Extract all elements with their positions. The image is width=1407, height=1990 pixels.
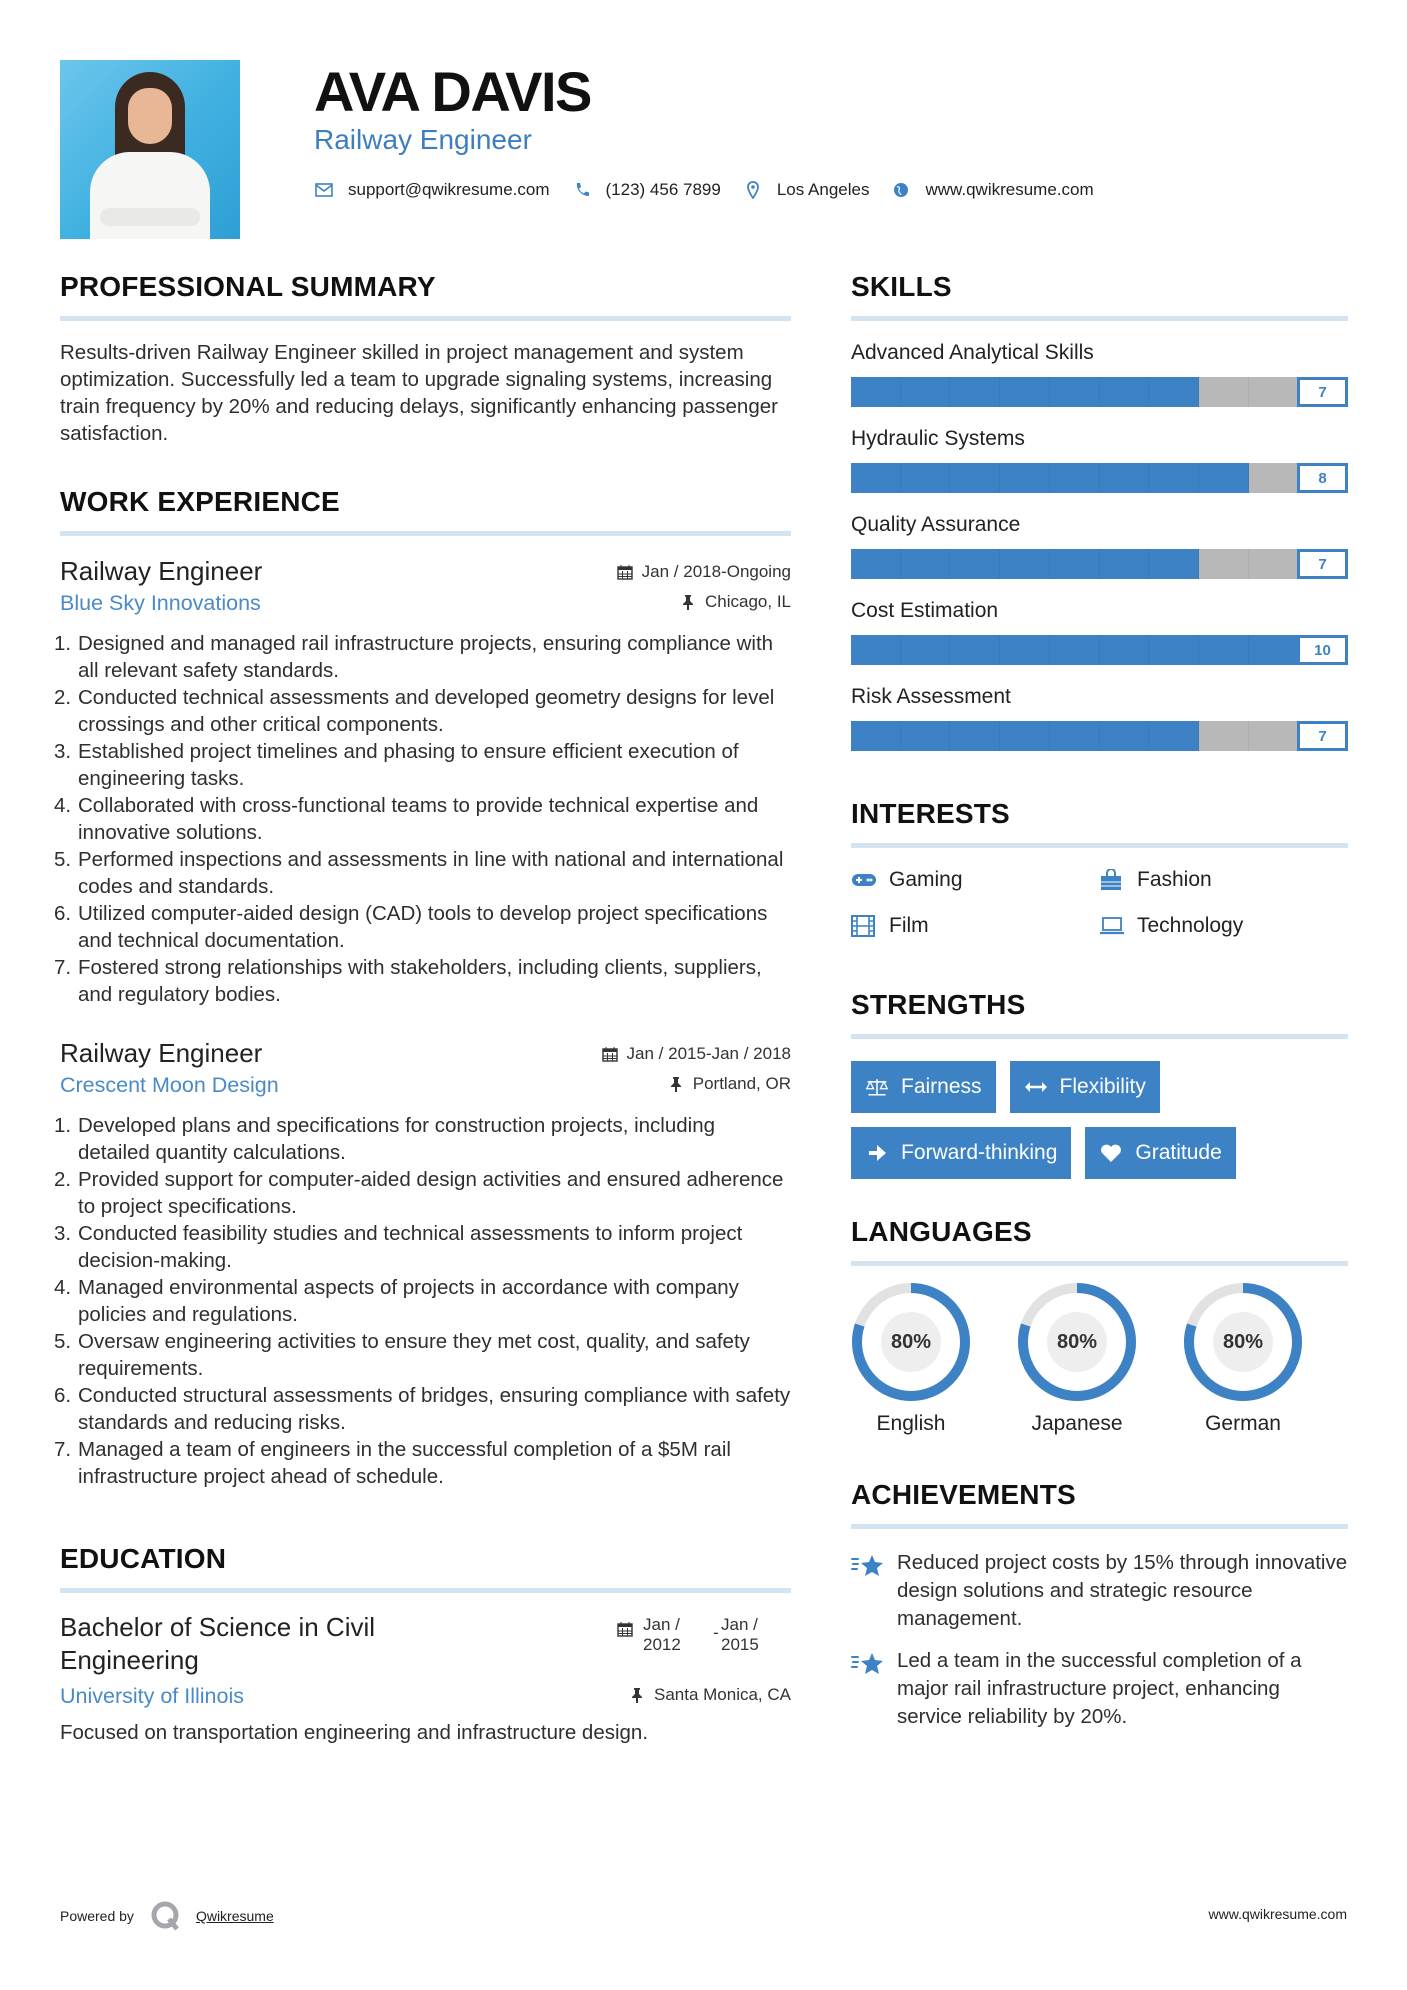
job-company: Blue Sky Innovations [60, 591, 261, 615]
interest-gaming: Gaming [851, 866, 1099, 894]
achievements-section [851, 1478, 1348, 1731]
shooting-star-icon [851, 1551, 885, 1581]
calendar-icon [617, 1621, 635, 1639]
skill-item [851, 683, 1348, 751]
job-dates: Jan / 2015-Jan / 2018 [601, 1044, 791, 1064]
language-percent: 80% [1047, 1312, 1107, 1372]
language-item [1183, 1282, 1303, 1436]
skill-label: Quality Assurance [851, 513, 1021, 536]
skill-score: 7 [1297, 721, 1348, 751]
education-location: Santa Monica, CA [628, 1685, 791, 1705]
interests-section [851, 797, 1348, 940]
section-heading: PROFESSIONAL SUMMARY [60, 271, 436, 302]
skill-item [851, 339, 1348, 407]
section-divider [851, 316, 1348, 321]
language-name: English [876, 1412, 946, 1435]
section-divider [851, 1261, 1348, 1266]
skill-score: 8 [1297, 463, 1348, 493]
job-bullet: Designed and managed rail infrastructure projects, ensuring compliance with all relevant safety standards. [78, 632, 774, 682]
section-divider [60, 531, 791, 536]
section-heading: ACHIEVEMENTS [851, 1479, 1076, 1510]
profile-photo [60, 60, 240, 239]
job-bullet: Managed environmental aspects of projects in accordance with company policies and regulations. [78, 1276, 739, 1326]
skill-score: 7 [1297, 377, 1348, 407]
skill-item [851, 597, 1348, 665]
job-bullet: Performed inspections and assessments in line with national and international codes and standards. [78, 848, 784, 898]
strength-fairness: Fairness [851, 1061, 996, 1113]
language-item [1017, 1282, 1137, 1436]
job-bullet: Provided support for computer-aided design activities and ensured adherence to project specifications. [78, 1168, 784, 1218]
section-divider [60, 316, 791, 321]
interest-film: Film [851, 912, 1099, 940]
job-bullet: Utilized computer-aided design (CAD) tools to develop project specifications and technical documentation. [78, 902, 768, 952]
section-heading: STRENGTHS [851, 989, 1026, 1020]
job-title: Railway Engineer [60, 556, 263, 586]
powered-by-label: Powered by [60, 1908, 134, 1924]
skill-rating-bar [851, 549, 1348, 579]
section-divider [851, 1034, 1348, 1039]
footer-powered-by [60, 1900, 274, 1932]
work-experience-section [60, 485, 791, 1490]
job-bullet: Conducted feasibility studies and technical assessments to inform project decision-making. [78, 1222, 743, 1272]
skill-label: Advanced Analytical Skills [851, 341, 1094, 364]
job-location: Portland, OR [667, 1074, 791, 1094]
section-heading: INTERESTS [851, 798, 1010, 829]
thumbtack-icon [628, 1686, 646, 1704]
thumbtack-icon [667, 1075, 685, 1093]
skill-label: Cost Estimation [851, 599, 999, 622]
job-location: Chicago, IL [679, 592, 791, 612]
languages-section [851, 1215, 1348, 1436]
skill-item [851, 511, 1348, 579]
skill-score: 7 [1297, 549, 1348, 579]
job-bullets [60, 1112, 791, 1490]
strengths-section [851, 988, 1348, 1179]
shooting-star-icon [851, 1649, 885, 1679]
education-start: Jan / 2012 [643, 1615, 681, 1654]
skill-label: Risk Assessment [851, 685, 1011, 708]
job-entry [60, 554, 791, 1008]
job-bullet: Conducted technical assessments and developed geometry designs for level crossings and other critical components. [78, 686, 775, 736]
job-bullet: Collaborated with cross-functional teams to provide technical expertise and innovative solutions. [78, 794, 759, 844]
date-separator: - [713, 1623, 719, 1642]
contact-website[interactable]: www.qwikresume.com [925, 180, 1094, 199]
job-bullet: Oversaw engineering activities to ensure they met cost, quality, and safety requirements. [78, 1330, 750, 1380]
language-progress-ring [1183, 1282, 1303, 1402]
section-heading: EDUCATION [60, 1543, 227, 1574]
job-bullet: Conducted structural assessments of bridges, ensuring compliance with safety standards and reducing risks. [78, 1384, 791, 1434]
education-section [60, 1542, 791, 1745]
job-bullet: Developed plans and specifications for construction projects, including detailed quantity calculations. [78, 1114, 716, 1164]
qwikresume-logo-icon [150, 1900, 182, 1932]
skill-rating-bar [851, 463, 1348, 493]
education-description: Focused on transportation engineering and infrastructure design. [60, 1721, 649, 1744]
school-name: University of Illinois [60, 1684, 244, 1708]
skills-section [851, 270, 1348, 751]
achievement-item: Reduced project costs by 15% through innovative design solutions and strategic resource management. [851, 1549, 1348, 1633]
skill-score: 10 [1297, 635, 1348, 665]
skill-rating-bar [851, 377, 1348, 407]
skill-rating-bar [851, 635, 1348, 665]
interest-fashion: Fashion [1099, 866, 1347, 894]
arrow-right-icon [865, 1142, 889, 1164]
job-bullet: Fostered strong relationships with stakeholders, including clients, suppliers, and regulatory bodies. [78, 956, 762, 1006]
skill-item [851, 425, 1348, 493]
interest-technology: Technology [1099, 912, 1347, 940]
job-bullet: Managed a team of engineers in the successful completion of a $5M rail infrastructure project ahead of schedule. [78, 1438, 731, 1488]
strength-gratitude: Gratitude [1085, 1127, 1235, 1179]
job-dates: Jan / 2018-Ongoing [616, 562, 791, 582]
section-heading: LANGUAGES [851, 1216, 1032, 1247]
map-marker-icon [743, 180, 763, 200]
section-heading: SKILLS [851, 271, 952, 302]
arrows-h-icon [1024, 1076, 1048, 1098]
achievement-item: Led a team in the successful completion of a major rail infrastructure project, enhancing service reliability by 20%. [851, 1647, 1348, 1731]
left-column [60, 270, 791, 1745]
skill-label: Hydraulic Systems [851, 427, 1025, 450]
language-progress-ring [851, 1282, 971, 1402]
qwikresume-link[interactable]: Qwikresume [195, 1908, 274, 1924]
film-icon [851, 914, 879, 938]
strength-flexibility: Flexibility [1010, 1061, 1160, 1113]
skill-rating-bar [851, 721, 1348, 751]
section-heading: WORK EXPERIENCE [60, 486, 340, 517]
language-progress-ring [1017, 1282, 1137, 1402]
job-bullet: Established project timelines and phasing to ensure efficient execution of engineering tasks. [78, 740, 739, 790]
summary-text: Results-driven Railway Engineer skilled in project management and system optimization. Successfully led a team to upgrade signaling systems, increasing train frequency by 20% and reducing delays, significantly enhancing passenger satisfaction. [60, 341, 778, 445]
job-entry [60, 1036, 791, 1490]
balance-scale-icon [865, 1076, 889, 1098]
professional-summary-section [60, 270, 791, 447]
degree: Bachelor of Science in Civil Engineering [60, 1612, 376, 1675]
job-bullets [60, 630, 791, 1008]
language-item [851, 1282, 971, 1436]
candidate-name: AVA DAVIS [314, 60, 591, 123]
education-end: Jan / 2015 [721, 1615, 759, 1654]
envelope-icon [314, 180, 334, 200]
thumbtack-icon [679, 593, 697, 611]
contact-phone[interactable]: (123) 456 7899 [605, 180, 721, 199]
strength-forward-thinking: Forward-thinking [851, 1127, 1071, 1179]
contact-email[interactable]: support@qwikresume.com [348, 180, 550, 199]
job-title: Railway Engineer [60, 1038, 263, 1068]
language-name: Japanese [1031, 1412, 1123, 1435]
job-company: Crescent Moon Design [60, 1073, 279, 1097]
footer-website[interactable]: www.qwikresume.com [1208, 1906, 1347, 1922]
language-percent: 80% [881, 1312, 941, 1372]
calendar-icon [616, 563, 634, 581]
section-divider [60, 1588, 791, 1593]
contact-location: Los Angeles [776, 180, 870, 199]
shopping-bag-icon [1099, 868, 1127, 892]
language-percent: 80% [1213, 1312, 1273, 1372]
globe-icon [891, 180, 911, 200]
phone-icon [572, 180, 592, 200]
section-divider [851, 843, 1348, 848]
section-divider [851, 1524, 1348, 1529]
heart-icon [1099, 1142, 1123, 1164]
right-column [851, 270, 1348, 1745]
laptop-icon [1099, 914, 1127, 938]
gamepad-icon [851, 868, 879, 892]
calendar-icon [601, 1045, 619, 1063]
contact-bar [314, 178, 1116, 202]
education-dates [617, 1615, 791, 1655]
language-name: German [1205, 1412, 1281, 1435]
candidate-title: Railway Engineer [314, 124, 532, 155]
